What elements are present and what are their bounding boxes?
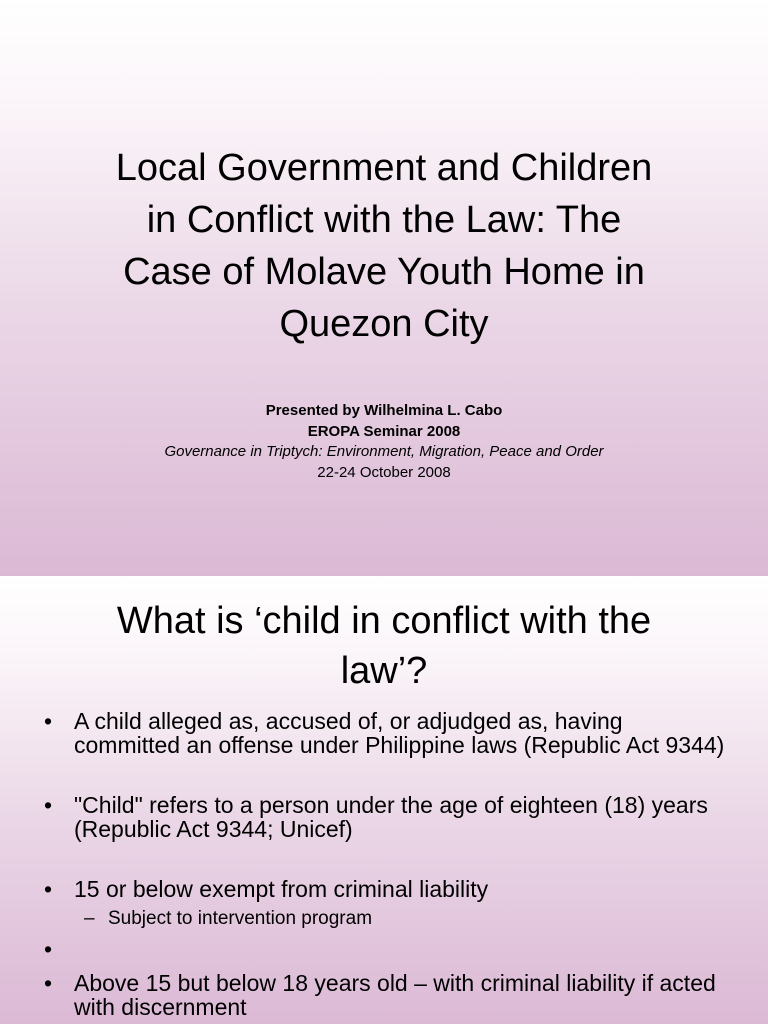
seminar-line: EROPA Seminar 2008	[307, 422, 461, 440]
presenter-line: Presented by Wilhelmina L. Cabo	[265, 402, 503, 419]
bullet-marker: •	[44, 970, 53, 996]
bullet-text	[74, 936, 80, 962]
bullet-text: A child alleged as, accused of, or adjudged as, having committed an offense under Philippine laws (Republic Act 9344)	[74, 708, 725, 758]
bullet-marker: •	[44, 876, 53, 902]
bullet-marker: •	[44, 936, 53, 962]
sub-bullet-text: Subject to intervention program	[108, 908, 373, 929]
title-line: Local Government and Children	[115, 147, 653, 189]
bullet-list	[0, 709, 768, 1019]
dates-line: 22-24 October 2008	[317, 463, 451, 481]
title-line: law’?	[340, 650, 428, 692]
bullet-marker: •	[44, 792, 53, 818]
title-line: Quezon City	[279, 303, 489, 345]
list-item	[0, 709, 768, 757]
sub-list-item	[0, 907, 768, 931]
bullet-text: 15 or below exempt from criminal liability	[74, 876, 489, 902]
theme-line: Governance in Triptych: Environment, Migration, Peace and Order	[164, 443, 604, 460]
title-line: in Conflict with the Law: The	[146, 199, 622, 241]
slide-2	[0, 576, 768, 1024]
bullet-text: Above 15 but below 18 years old – with criminal liability if acted with discernment	[74, 970, 716, 1020]
list-item	[0, 971, 768, 1019]
title-line: What is ‘child in conflict with the	[116, 600, 652, 642]
slide-2-title	[40, 596, 728, 696]
presentation-details	[20, 401, 748, 483]
dash-marker: –	[84, 908, 95, 929]
bullet-marker: •	[44, 708, 53, 734]
list-item	[0, 793, 768, 841]
slide-1-title	[40, 142, 728, 350]
title-line: Case of Molave Youth Home in	[123, 251, 645, 293]
bullet-text: "Child" refers to a person under the age of eighteen (18) years (Republic Act 9344; Unicef)	[74, 792, 708, 842]
list-item	[0, 937, 768, 961]
list-item	[0, 877, 768, 901]
